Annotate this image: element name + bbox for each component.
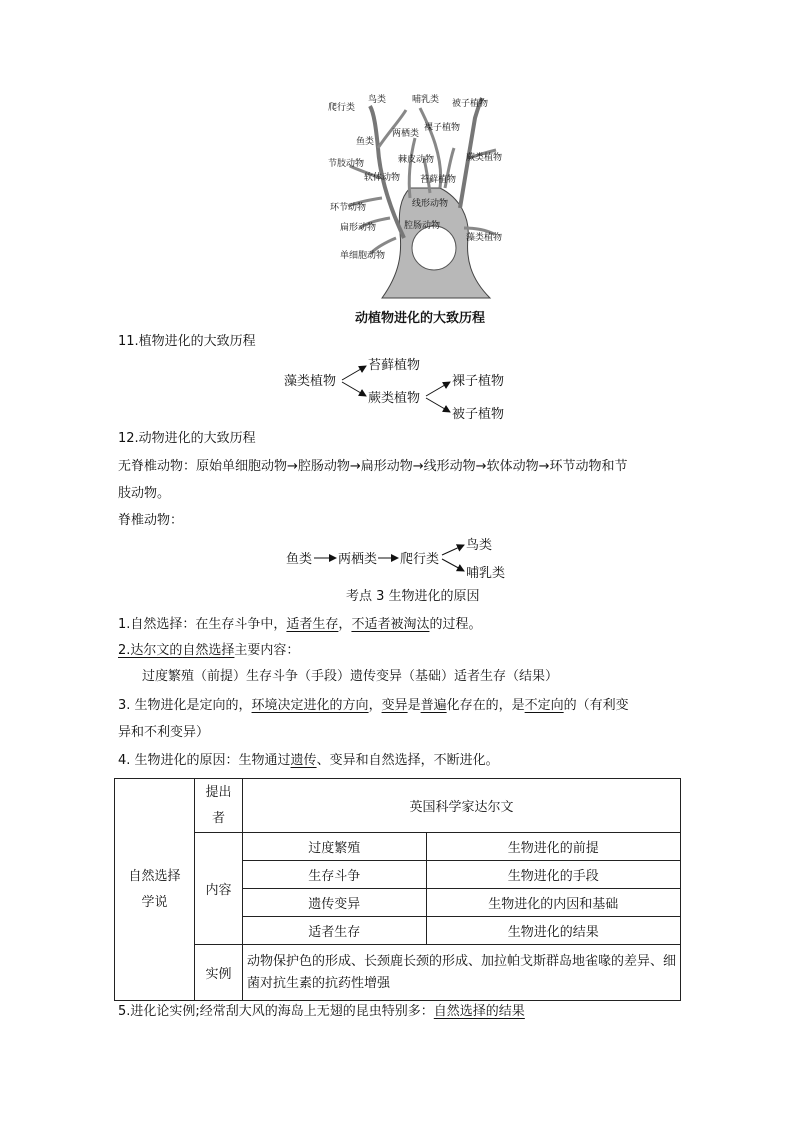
tree-label: 鸟类	[368, 95, 387, 105]
arrow	[342, 382, 366, 396]
tree-label: 单细胞动物	[340, 251, 386, 261]
animal-node: 爬行类	[400, 552, 440, 567]
arrow	[426, 382, 450, 396]
section-12-title: 12.动物进化的大致历程	[118, 431, 256, 446]
content-label-cell: 内容	[194, 833, 242, 945]
content-meaning: 生物进化的结果	[426, 917, 680, 945]
content-term: 适者生存	[242, 917, 426, 945]
tree-label: 腔肠动物	[404, 221, 441, 231]
tree-caption: 动植物进化的大致历程	[355, 311, 486, 326]
tree-label: 软体动物	[364, 173, 401, 183]
animal-node: 鱼类	[286, 552, 313, 567]
tree-label: 环节动物	[330, 203, 367, 213]
animal-node: 两栖类	[338, 552, 378, 567]
animal-evolution-diagram	[282, 535, 522, 585]
plant-evolution-diagram	[280, 352, 520, 424]
tree-label: 两栖类	[392, 129, 420, 139]
example-label-cell: 实例	[194, 945, 242, 1001]
arrow	[342, 366, 366, 380]
arrow	[442, 545, 464, 555]
tree-hollow	[412, 226, 456, 270]
plant-node: 蕨类植物	[368, 391, 421, 406]
point-5: 5.进化论实例;经常刮大风的海岛上无翅的昆虫特别多：自然选择的结果	[118, 1004, 525, 1019]
tree-label: 扁形动物	[340, 223, 377, 233]
proposer-label-cell: 提出者	[194, 779, 242, 833]
proposer-cell: 英国科学家达尔文	[242, 779, 680, 833]
kd3-point-2-line: 过度繁殖（前提）生存斗争（手段）遗传变异（基础）适者生存（结果）	[142, 669, 559, 684]
plant-node: 裸子植物	[452, 374, 505, 389]
section-11-title: 11.植物进化的大致历程	[118, 334, 256, 349]
kd3-point-1: 1.自然选择：在生存斗争中，适者生存，不适者被淘汰的过程。	[118, 617, 482, 632]
natural-selection-table	[114, 778, 681, 1001]
tree-label: 鱼类	[356, 137, 375, 147]
tree-label: 节肢动物	[328, 159, 365, 169]
tree-label: 苔藓植物	[420, 175, 457, 185]
animal-node: 鸟类	[466, 538, 493, 553]
example-cell: 动物保护色的形成、长颈鹿长颈的形成、加拉帕戈斯群岛地雀喙的差异、细菌对抗生素的抗药性增强	[242, 945, 680, 1001]
arrow	[442, 559, 464, 571]
evolution-tree-figure	[320, 88, 520, 300]
tree-label: 藻类植物	[466, 233, 503, 243]
content-meaning: 生物进化的手段	[426, 861, 680, 889]
content-meaning: 生物进化的前提	[426, 833, 680, 861]
kd3-point-2: 2.达尔文的自然选择主要内容：	[118, 643, 300, 658]
content-meaning: 生物进化的内因和基础	[426, 889, 680, 917]
tree-label: 线形动物	[412, 199, 449, 209]
plant-node: 被子植物	[452, 407, 505, 422]
theory-cell: 自然选择学说	[115, 779, 195, 1001]
animal-node: 哺乳类	[466, 566, 506, 581]
plant-node: 苔藓植物	[368, 358, 421, 373]
kd3-point-4: 4. 生物进化的原因：生物通过遗传、变异和自然选择，不断进化。	[118, 753, 499, 768]
content-term: 遗传变异	[242, 889, 426, 917]
vertebrate-label: 脊椎动物：	[118, 513, 184, 528]
tree-label: 哺乳类	[412, 95, 440, 105]
tree-label: 爬行类	[328, 103, 356, 113]
tree-label: 裸子植物	[424, 123, 461, 133]
tree-label: 棘皮动物	[398, 155, 435, 165]
content-term: 生存斗争	[242, 861, 426, 889]
kd3-title: 考点 3 生物进化的原因	[346, 589, 480, 604]
tree-label: 被子植物	[452, 99, 489, 109]
kd3-point-3: 3. 生物进化是定向的，环境决定进化的方向，变异是普遍化存在的，是不定向的（有利变	[118, 698, 629, 713]
invertebrate-line-2: 肢动物。	[118, 486, 171, 501]
content-term: 过度繁殖	[242, 833, 426, 861]
arrow	[426, 398, 450, 412]
plant-node: 藻类植物	[284, 374, 337, 389]
kd3-point-3-line2: 异和不利变异）	[118, 725, 210, 740]
invertebrate-line-1: 无脊椎动物：原始单细胞动物→腔肠动物→扁形动物→线形动物→软体动物→环节动物和节	[118, 459, 628, 474]
tree-label: 蕨类植物	[466, 153, 503, 163]
